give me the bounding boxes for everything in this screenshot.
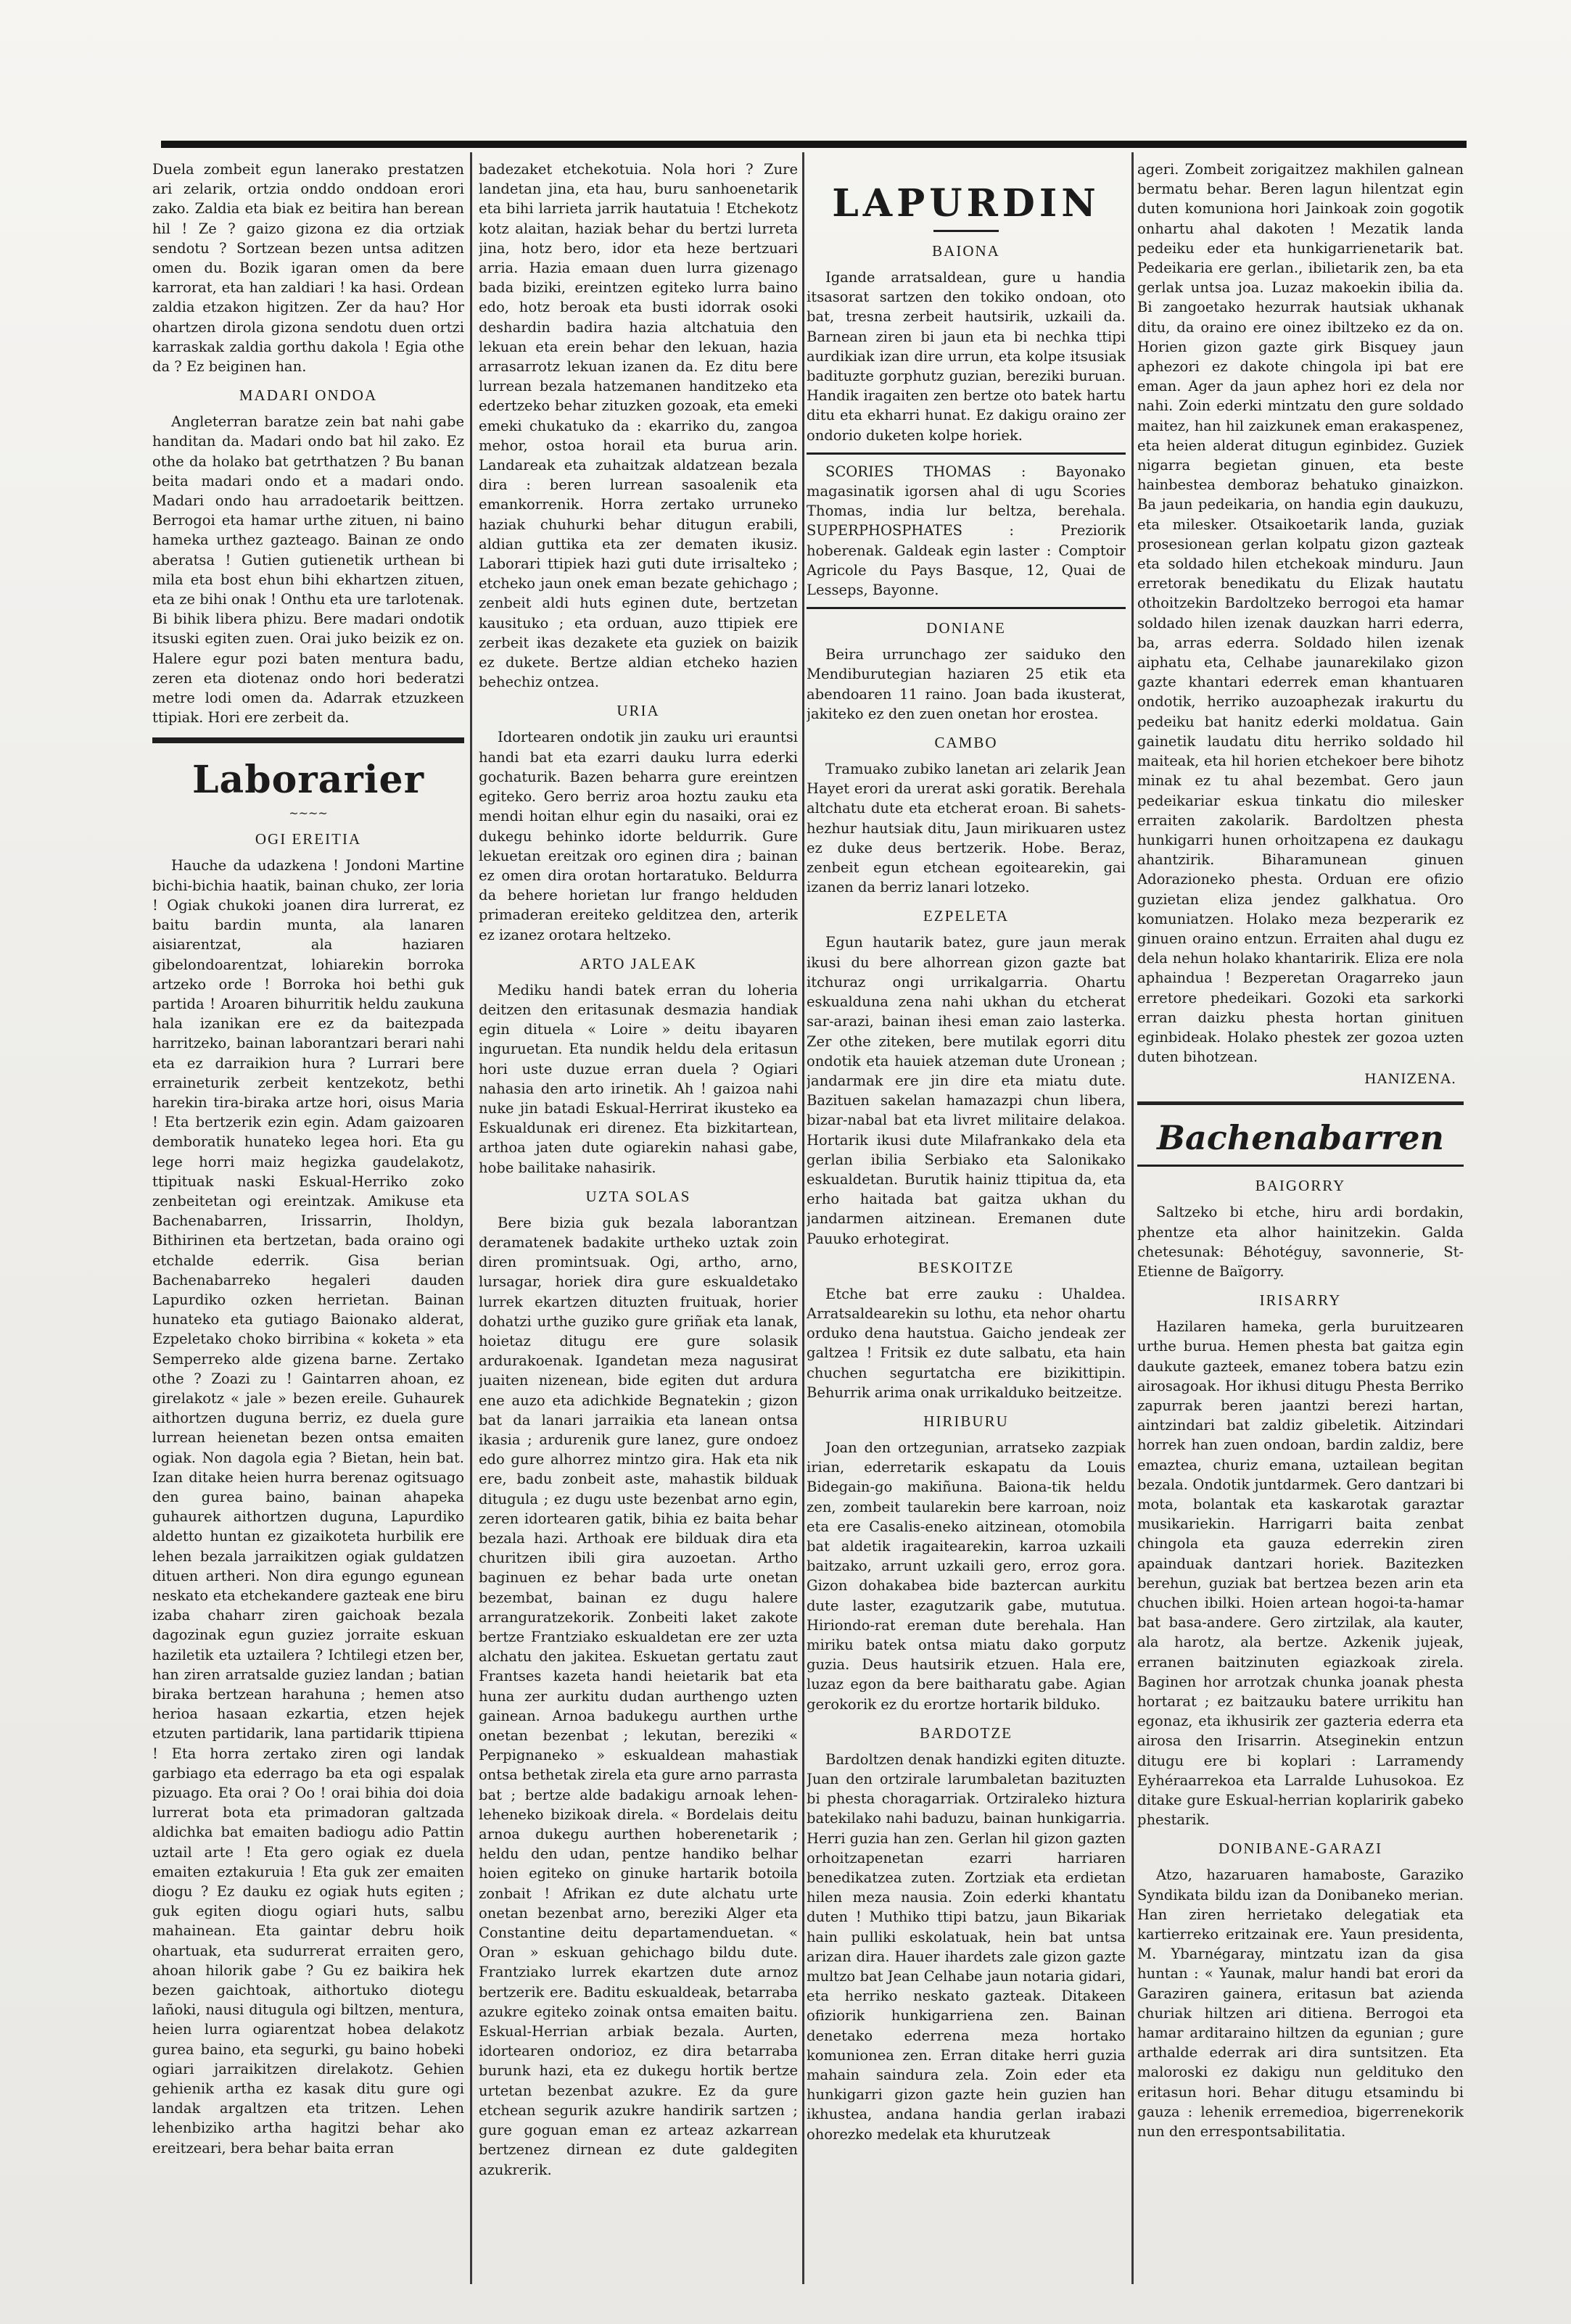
section-title: Laborarier — [191, 758, 425, 803]
article-text: Mediku handi batek erran du loheria deitzen den eritasunak desmazia handiak egin dituela « Loire » deitu ibayaren inguruetan. Eta nundik heldu dela eritasun hori uste duzue erran duela ? Ogiari nahasia den arto irinetik. Ah ! gaizoa nahi nuke jin batadi Eskual-Herrirat ikusteko ea Eskualdunak eri direnez. Eta bizkitartean, arthoa jaten dute ogiarekin nahasi gabe, hobe bailitake nahasirik. — [479, 981, 798, 1176]
section-title: LAPURDIN — [832, 181, 1100, 226]
section-heading: EZPELETA — [923, 907, 1010, 925]
ornament-icon: ~~~~ — [289, 806, 328, 821]
section-rule — [152, 737, 464, 743]
advertisement-text: SCORIES THOMAS : Bayonako magasinatik igorsen ahal di ugu Scories Thomas, india lur beltza, berehala. SUPERPHOSPHATES : Preziorik hoberenak. Galdeak egin laster : Comptoir Agricole du Pays Basque, 12, Quai de Lesseps, Bayonne. — [807, 463, 1126, 599]
section-heading: IRISARRY — [1259, 1291, 1342, 1310]
section-heading: BAIGORRY — [1255, 1177, 1346, 1195]
column-3 — [807, 160, 1126, 2306]
article-intro: ageri. Zombeit zorigaitzez makhilen galnean bermatu behar. Beren lagun hilentzat egin duten komuniona hori Jainkoak zoin gogotik onhartu ahal dakoten ! Mezatik landa pedeiku eder eta hunkigarrienetarik bat. Pedeikaria ere gerlan., ibilietarik zen, ba eta gerlak untsa joa. Luzaz makoekin ibilia da. Bi zangoetako hezurrak hautsiak ukhanak ditu, da oraino ere oinez ibiltzeko ez da on. Horien gizon gazte girk Bisquey jaun aphezori ez dakote chingola ipi bat ere eman. Ager da jaun aphez hori ez dela nor nahi. Zoin ederki mintzatu den gure soldado maitez, han hil zaizkunek eman erakaspenez, eta heien alderat ditugun eginbidez. Guziek nigarra begietan ginuen, eta beste hainbestea demboraz behatuko ginaizkon. Ba jaun pedeikaria, on handia egin daukuzu, eta milesker. Otsaikoetarik landa, guziak prosesionean gerlan kolpatu gizon gazteak eta soldado hilen etchekoak minduru. Jaun erretorak benedikatu du Elizak hautatu othoitzekin Bardoltzeko berrogoi eta hamar soldado hilen izenak dauzkan harri ederra, ba, arras ederra. Soldado hilen izenak aiphatu eta, Celhabe jaunarekilako gizon gazte khantari ederrek eman khantuaren ondotik, herriko auzoaphezak irakurtu du pedeiku bat hanitz ederki moldatua. Gain gainetik laudatu ditu herriko soldado hil maiteak, eta hil horien etchekoer bere bihotz minak ez tu ahal bezembat. Gero jaun pedeikariar eskua tinkatu dio milesker erraiten zakolarik. Bardoltzen phesta hunkigarri hunen orhoitzapena ez daukagu ahantzirik. Biharamunean ginuen Adorazioneko phesta. Orduan ere ofizio guzietan eliza jendez galkhatua. Oro komuniatzen. Holako meza bezperarik ez ginuen oraino entzun. Erraiten ahal dugu ez dela nehun holako khantaririk. Eliza ere nola aphaindua ! Bezperetan Oragarreko jaun erretore phedeikari. Gozoki eta sarkorki erran daizku phesta hortan ginituen eginbideak. Holako phestek zer gozoa uzten duten bihotzean. — [1137, 161, 1464, 1066]
section-heading: DONIANE — [926, 619, 1006, 637]
section-heading: DONIBANE-GARAZI — [1219, 1840, 1382, 1858]
section-heading: BARDOTZE — [920, 1724, 1013, 1742]
section-rule — [1137, 1101, 1464, 1105]
column-divider — [470, 152, 472, 2284]
section-heading: CAMBO — [934, 734, 998, 752]
column-divider — [802, 152, 804, 2284]
section-rule — [807, 452, 1126, 455]
section-heading: MADARI ONDOA — [239, 386, 378, 405]
article-text: Etche bat erre zauku : Uhaldea. Arratsaldearekin su lothu, eta nehor ohartu orduko dena hautstua. Gaicho jendeak zer galtzea ! Fritsik ez dute salbatu, eta hain chuchen segurtatcha ere bizikittipin. Behurrik arima onak urrikalduko beitzeitze. — [807, 1285, 1126, 1401]
author-signature: HANIZENA. — [1364, 1071, 1456, 1088]
article-intro: badezaket etchekotuia. Nola hori ? Zure landetan jina, eta hau, buru sanhoenetarik eta bihi larrieta jarrik hautatuia ! Etchekotz kotz alaitan, haziak behar du bertzi lurreta jina, hotz bero, idor eta heze bertzuari arria. Hazia emaan duen lurra gizenago bada biziki, ereintzen egiteko lurra baino edo, hotz beroak eta busti idorrak osoki deshardin badira hazia altchatuia den lekuan eta erein behar den lekuan, hazia arrasarrotz lekuan izanen da. Ez ditu bere lurrean bezala hatzemanen handitzeko eta edertzeko behar zituzken gozoak, eta emeki emeki chukatuko da : ekarriko du, zangoa mehor, ostoa horail eta burua arin. Landareak eta zuhaitzak aldatzean bezala dira : beren lurrean sasoalenik eta emankorrenik. Horra zertako urruneko haziak chuhurki behar ditugun erabili, aldian guttika eta zer dematen ikusiz. Laborari ttipiek hazi guti dute irrisalteko ; etcheko jaun onek eman bezate gehichago ; zenbeit aldi huts eginen dute, bertzetan kausituko ; eta orduan, auzo ttipiek ere zerbeit ikas dezakete eta guziek on baizik ez dukete. Bertze aldian etcheko hazien behechiz ontzea. — [479, 161, 798, 691]
article-text: Bardoltzen denak handizki egiten dituzte. Juan den ortzirale larumbaletan bazituzten bi phesta choragarriak. Ortziraleko hiztura batekilako nahi baduzu, bainan hunkigarria. Herri guzia han zen. Gerlan hil gizon gazten orhoitzapenetan ezarri harriaren benedikatzea zuten. Zortziak eta erdietan hilen meza nausia. Zoin ederki khantatu duten ! Muthiko ttipi batzu, jaun Bikariak hain pulliki eskolatuak, hein bat untsa arizan dira. Hauer ihardets zale gizon gazte multzo bat Jean Celhabe jaun notaria gidari, eta herriko neskato gazteak. Ditakeen ofiziorik hunkigarriena zen. Bainan denetako ederrena meza hortako komunionea zen. Erran ditake herri guzia mahain saindura zela. Zoin eder eta hunkigarri gizon gazte hein guzien han ikhustea, andana handia gerlan irabazi ohorezko medelak eta khurutzeak — [807, 1750, 1126, 2143]
article-intro: Duela zombeit egun lanerako prestatzen ari zelarik, ortzia onddo onddoan erori zako. Zaldia eta biak ez beitira han berean hil ! Ze ? gaizo gizona ez dia ortziak sendotu ? Sortzean bezen untsa aditzen omen du. Bozik igaran omen da bere karrorat, eta han zaldiari ! ka hasi. Ordean zaldia etzakon higitzen. Zer da hau? Hor ohartzen dirola gizona sendotu duen ortzi karraskak zaldia gorthu dakola ! Egia othe da ? Ez beiginen han. — [152, 161, 464, 376]
article-text: Idortearen ondotik jin zauku uri erauntsi handi bat eta ezarri dauku lurra ederki gochaturik. Bazen beharra gure ereintzen egiteko. Gero berriz aroa hoztu zauku eta mendi hoitan elhur egin du nasaiki, orai ez dukegu behinko idorte beldurrik. Gure lekuetan ereitzak oro eginen dira ; bainan ez omen dira orotan hortaratuko. Beldurra da behere horietan lur frango helduden primaderan ereiteko gelditzea den, arterik ez izanez orotara heltzeko. — [479, 729, 798, 943]
article-text: Igande arratsaldean, gure u handia itsasorat sartzen den tokiko ondoan, oto bat, tresna zerbeit hautsirik, uzkaili da. Barnean ziren bi jaun eta bi nechka ttipi aurdikiak izan dire urrun, eta kolpe itsusiak badituzte gorphutz guzian, bereziki buruan. Handik iragaiten zen bertze oto batek hartu ditu eta ekharri hunat. Ez dakigu oraino zer ondorio duketen kolpe horiek. — [807, 269, 1126, 444]
section-title: Bachenabarren — [1157, 1118, 1444, 1158]
article-text: Saltzeko bi etche, hiru ardi bordakin, phentze eta alhor hainitzekin. Galda chetesunak: Béhotéguy, savonnerie, St-Etienne de Baïgorry. — [1137, 1204, 1464, 1280]
section-heading: ARTO JALEAK — [579, 954, 698, 972]
section-rule — [807, 607, 1126, 609]
article-text: Joan den ortzegunian, arratseko zazpiak irian, ederretarik eskapatu da Louis Bidegain-go makiñuna. Baiona-tik heldu zen, zombeit taularekin bere karroan, noiz eta ere Casalis-eneko aitzinean, otomobila bat aldetik iragaitearekin, karroa uzkaili baitzako, arrunt uzkaili gero, erroz gora. Gizon dohakabea bide baztercan aurkitu dute laster, ezagutzarik gabe, mututua. Hiriondo-rat ereman dute berehala. Han miriku batek ontsa miatu dako gorputz guzia. Deus hautsirik etzuen. Hala ere, luzaz egon da bere baitharatu gabe. Agian gerokorik ez du erortze hortarik bilduko. — [807, 1439, 1126, 1713]
column-1 — [152, 160, 464, 2306]
column-4 — [1137, 160, 1464, 2306]
article-text: Beira urrunchago zer saiduko den Mendiburutegian haziaren 25 etik eta abendoaren 11 raino. Joan bada ikusterat, jakiteko ez den zuen onetan hor erostea. — [807, 646, 1126, 722]
section-heading: BESKOITZE — [918, 1258, 1015, 1276]
article-text: Angleterran baratze zein bat nahi gabe handitan da. Madari ondo bat hil zako. Ez othe da holako bat getrthatzen ? Bu banan beita madari ondo et a madari ondo. Madari ondo hau arradoetarik beittzen. Berrogoi eta hamar urthe zituen, ni baino hameka urthez gazteago. Bainan ze ondo aberatsa ! Gutien gutienetik urthean bi mila eta bost ehun bihi ekhartzen zituen, eta ze bihi onak ! Onthu eta ure tarlotenak. Bi bihik libera phizu. Bere madari ondotik itsuski egiten zuen. Orai juko beizik ez on. Halere egur pozi baten mentura badu, zeren eta diotenaz ondo hori bederatzi metre lodi omen da. Adarrak etzuzkeen ttipiak. Hori ere zerbeit da. — [152, 413, 464, 727]
column-divider — [1131, 152, 1134, 2284]
article-text: Tramuako zubiko lanetan ari zelarik Jean Hayet erori da urerat aski goratik. Berehala altchatu dute eta etcherat eroan. Bi sahets-hezhur hautsiak ditu, Jaun mirikuaren ustez ez duke deus bertzerik. Hobe. Beraz, zenbeit egun etchean egoitearekin, gai izanen da berriz lanari lotzeko. — [807, 761, 1126, 896]
article-text: Bere bizia guk bezala laborantzan deramatenek badakite urtheko uztak zoin diren promintsuak. Ogi, artho, arno, lursagar, horiek dira gure eskualdetako lurrek ekartzen dituzten fruituak, horier dohatzi urthe guziko gure griñak eta lanak, hoietaz ditugu ere gure solasik ardurakoenak. Igandetan meza nagusirat juaiten nizenean, bide egiten dut ardura ene auzo eta adichkide Begnatekin ; gizon bat da lanari jarraikia eta lanean ontsa ikasia ; ardurenik gure lanez, gure ondoez edo gure alhorrez mintzo gira. Hak eta nik ere, badu zonbeit aste, mahastik bilduak ditugula ; ez dugu uste bezenbat arno egin, zeren idortearen gatik, bihia ez baita behar bezala hazi. Arthoak ere bilduak dira eta churitzen ibili gira auzoetan. Artho baginuen ez behar bada urte onetan bezembat, bainan ez dugu halere arranguratzekorik. Zonbeiti laket zakote bertze Frantziako eskualdetan ere zer uzta alchatu den jakitea. Eskuetan gertatu zaut Frantses kazeta handi heietarik bat eta huna zer aurkitu dudan aurthengo uzten gainean. Arnoa badukegu aurthen urthe onetan bezenbat ; lekutan, bereziki « Perpignaneko » eskualdean mahastiak ontsa bethetak zirela eta gure arno parrasta bat ; bertze alde badakigu arnoak lehen-leheneko bizikoak direla. « Bordelais deitu arnoa dukegu aurthen hoberenetarik ; heldu den udan, pentze handiko belhar hoien egiteko on ginuke hartarik botoila zonbait ! Afrikan ez dute alchatu urte onetan bezenbat arno, bereziki Alger eta Constantine deitu departamenduetan. « Oran » eskuan gehichago bildu dute. Frantziako lurrek ekartzen dute arnoz bertzerik ere. Baditu eskualdeak, betarraba azukre egiteko zoinak ontsa emaiten baitu. Eskual-Herrian arbiak bezala. Aurten, idortearen ondorioz, ez dira betarraba burunk hazi, eta ez dukegu hortik bertze urtetan bezenbat azukre. Ez da gure etchean segurik azukre handirik sartzen ; gure goguan eman ez arteaz azkarrean bertzenez dirnean ez dute galdegiten azukrerik. — [479, 1214, 798, 2178]
section-rule — [1137, 1165, 1464, 1167]
section-heading: BAIONA — [932, 242, 1000, 260]
section-heading: HIRIBURU — [923, 1412, 1009, 1430]
article-text: Hazilaren hameka, gerla buruitzearen urthe burua. Hemen phesta bat gaitza egin daukute gazteek, emanez tobera batzu ezin airosagoak. Hor ikhusi ditugu Phesta Berriko zapurrak beren jaantzi berezi hartan, aintzindari bat zaldiz gibeletik. Aitzindari horrek han zuen ondoan, bardin zaldiz, bere emaztea, churiz emana, uztailean begitan bezala. Ondotik juntdarmek. Gero dantzari bi mota, bolantak eta kaskarotak garaztar musikariekin. Harrigarri baita zenbat chingola eta gauza ederrekin ziren apainduak dantzari horiek. Bazitezken berehun, guziak bat bertzea bezen arin eta chuchen ibilki. Hoien artean hogoi-ta-hamar bat basa-andere. Gero zirtzilak, ala kauter, ala harotz, ala bertze. Azkenik jujeak, erranen baitzinuten egiazkoak zirela. Baginen hor arrotzak chunka joanak phesta hortarat ; ez baitzauku batere urrikitu han egonaz, eta ikhusirik zer gazteria ederra eta airosa den Irisarrin. Atseginekin entzun ditugu ere bi koplari : Larramendy Eyhéraarrekoa eta Larralde Luhusokoa. Ez ditake gure Eskual-herrian koplaririk gabeko phestarik. — [1137, 1318, 1464, 1829]
article-text: Egun hautarik batez, gure jaun merak ikusi du bere alhorrean gizon gazte bat itchuraz ongi urrikalgarria. Ohartu eskualduna zena nahi ukhan du etcherat sar-arazi, bainan ihesi eman zaio lasterka. Zer othe ziteken, bere mutilak egorri ditu ondotik eta hauiek atzeman dute Uronean ; jandarmak ere jin dire eta miatu dute. Bazituen sakelan hamazazpi chun libera, bizar-nabal bat eta livret militaire delakoa. Hortarik ikusi dute Milafrankako dela eta gerlan ibilia Serbiako eta Salonikako eskualdetan. Burutik hainiz ttipituа da, eta erho haitada bat gaitza ukhan du jandarmen aitzinean. Eremanen dute Pauuko erhotegirat. — [807, 934, 1126, 1247]
article-text: Hauche da udazkena ! Jondoni Martine bichi-bichia haatik, bainan chuko, zer loria ! Ogiak chukoki joanen dira lurrerat, ez baitu bardin munta, ala lanaren aisiarentzat, ala haziaren gibelondoarentzat, lohiarekin borroka artzeko orde ! Borroka hoi bethi guk partida ! Aroaren bihurritik heldu zaukuna hala izanikan ere ez da baitezpada harritzeko, bainan laborantzari berari nahi eta ez darraikion hura ? Lurrari bere erraineturik zerbeit kentzekotz, bethi harekin tira-biraka artze hori, oisus Maria ! Eta bertzerik ezin egin. Adam gaizoaren demboratik hunateko legea hori. Eta gu lege horri maiz hegizka gaudelakotz, ttipituak naski Eskual-Herriko zoko zenbeitetan ogi ereintzak. Amikuse eta Bachenabarren, Irissarrin, Iholdyn, Bithirinen eta bertzetan, bada oraino ogi etchalde ederrik. Gisa berian Bachenabarreko hegaleri dauden Lapurdiko ozken herrietan. Bainan hunateko eta gutiago Baionako alderat, Ezpeletako choko birribina « koketa » eta Semperreko alde gizena barne. Zertako othe ? Zoazi zu ! Gaintarren ahoan, ez girelakotz « jale » bezen ereile. Guhaurek aithortzen duguna berriz, ez duela gure lurrean heienetan bezen ontsa emaiten ogiak. Non dagola egia ? Bietan, hein bat. Izan ditake heien hurra berenaz ogitsuago den gurea baino, bainan ahapeka guhaurek aithortzen duguna, Lapurdiko aldetto huntan ez gizaikoteta hurbilik ere lehen bezala jarraikitzen ogiak guldatzen dituen artheri. Non dira egungo egunean neskato eta etchekandere gazteak ene biru izaba chaharr ziren gaichoak bezala dagozinak egun guziez jorraite eskuan haziletik eta uztailera ? Ichtilegi etzen ber, han ziren arratsalde guziez landan ; batian biraka bertzean harahuna ; hemen atso herioa hasaan ezkartia, etzen hejek etzuten partidarik, lana partidarik ttipiena ! Eta horra zertako ziren ogi landak garbiago eta ederrago ba eta ogi espalak pizuago. Eta orai ? Oo ! orai bihia doi doia lurrerat bota eta primadoran galtzada aldichka bat emaiten badiogu adio Pattin uztail arte ! Eta gero ogiak ez duela emaiten eztakuruia ! Eta guk zer emaiten diogu ? Ez dauku ez ogiak huts egiten ; guk egiten diogu ogiari huts, salbu mahainean. Eta gaintar debru hoik ohartuak, eta sudurrerat erraiten gero, ahoan hilorik gabe ? Gu ez baikira hek bezen gaichtoak, aithortuko diotegu lañoki, nausi ditugula ogi biltzen, mentura, heien lurra ogiarentzat hobea delakotz gurea baino, eta segurki, gu baino hobeki ogiari jarraikitzen direlakotz. Gehien gehienik artha ez kasak ditu gure ogi landak argaltzen eta tritzen. Lehen lehenbiziko artha hagitzi behar ako ereitzeari, bera behar baita erran — [152, 857, 464, 2156]
article-text: Atzo, hazaruaren hamaboste, Garaziko Syndikata bildu izan da Donibaneko merian. Han ziren herrietako delegatiak eta kartierreko eritzainak ere. Yaun presidenta, M. Ybarnégaray, mintzatu izan da gisa huntan : « Yaunak, malur handi bat erori da Garaziren gainera, eritasun bat azienda churiak hiltzen ari ditiena. Berrogoi eta hamar arditaraino hiltzen da egunian ; gure arthalde ederrak ari dira suntsitzen. Eta maloroski ez dakigu nun gelditukо den eritasun hori. Behar ditugu etsamindu bi gauza : lehenik erremedioa, bigerrenekorik nun den errespontsabilitatia. — [1137, 1866, 1464, 2141]
section-heading: OGI EREITIA — [255, 830, 362, 848]
column-2 — [479, 160, 798, 2306]
title-underline — [933, 230, 999, 232]
section-heading: URIA — [617, 702, 660, 720]
top-rule — [161, 141, 1467, 148]
section-heading: UZTA SOLAS — [585, 1187, 691, 1205]
